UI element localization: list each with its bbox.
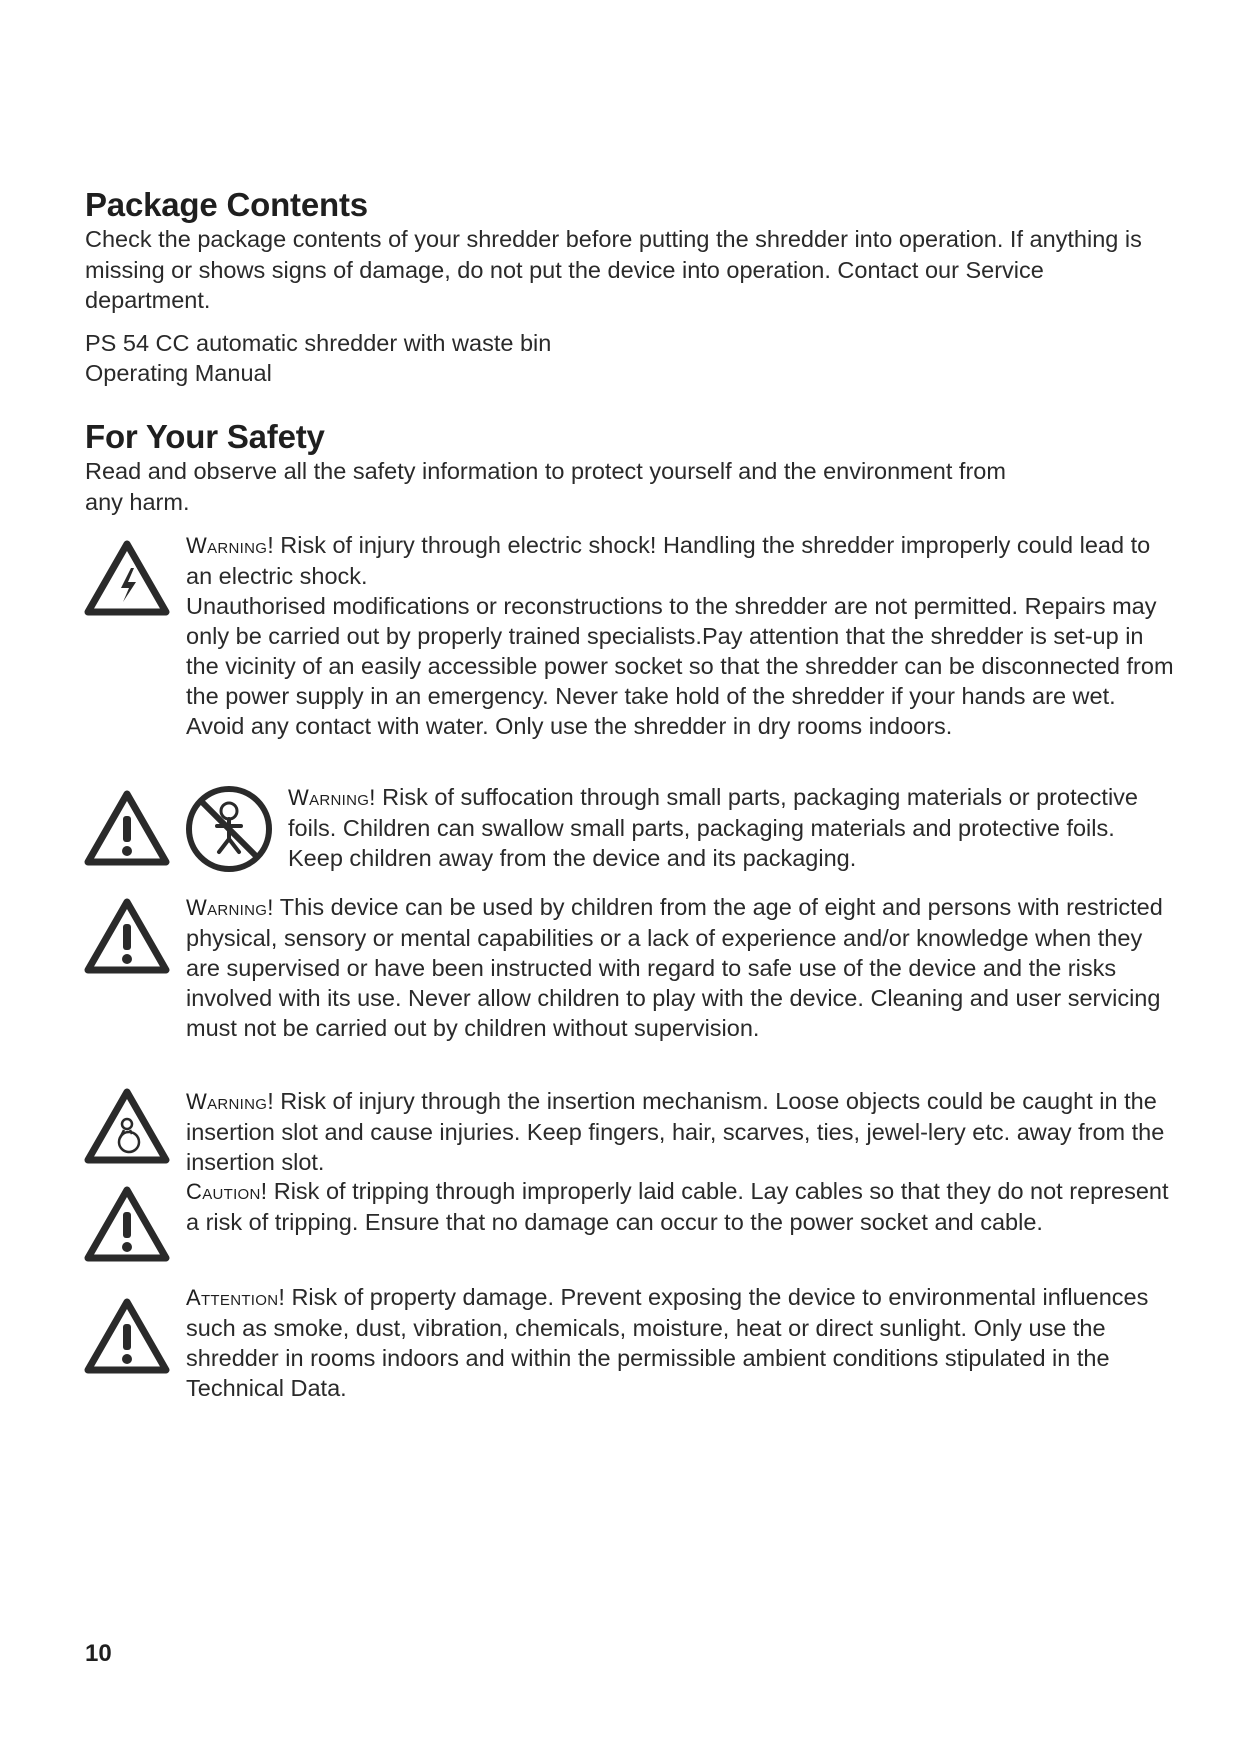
notice-separator: ! bbox=[260, 1178, 274, 1204]
notice-label: Warning! bbox=[288, 785, 376, 810]
entanglement-warning-icon bbox=[84, 1088, 170, 1164]
safety-notice bbox=[186, 1176, 1176, 1237]
notice-separator: ! bbox=[267, 1088, 281, 1114]
safety-notice bbox=[186, 530, 1176, 741]
electric-shock-warning-icon bbox=[84, 540, 170, 616]
notice-text: Risk of injury through the insertion mechanism. Loose objects could be caught in the insertion slot and cause injuries. Keep fingers, hair, scarves, ties, jewel-lery etc. away from the insertion slot. bbox=[186, 1088, 1165, 1175]
page-number: 10 bbox=[85, 1640, 112, 1667]
safety-notice bbox=[186, 1086, 1176, 1177]
safety-heading: For Your Safety bbox=[85, 418, 325, 455]
notice-label: Warning bbox=[186, 1089, 268, 1114]
notice-separator: ! bbox=[267, 532, 281, 558]
notice-text: This device can be used by children from the age of eight and persons with restricted physical, sensory or mental capabilities or a lack of experience and/or knowledge when they are supervised or have been instructed with regard to safe use of the device and the risks involved with its use. Never allow children to play with the device. Cleaning and user servicing must not be carried out by children without supervision. bbox=[186, 894, 1163, 1041]
package-contents-intro: Check the package contents of your shredder before putting the shredder into operation. If anything is missing or shows signs of damage, do not put the device into operation. Contact our Service department. bbox=[85, 226, 1142, 313]
general-warning-icon bbox=[84, 1186, 170, 1262]
notice-label: Attention bbox=[186, 1285, 279, 1310]
notice-text: Risk of suffocation through small parts, packaging materials or protective foils. Children can swallow small parts, packaging materials and protective foils. Keep children away from the device and its packaging. bbox=[288, 784, 1139, 871]
notice-label: Warning! bbox=[186, 895, 274, 920]
general-warning-icon bbox=[84, 898, 170, 974]
safety-notice bbox=[186, 892, 1176, 1043]
notice-label: Caution bbox=[186, 1179, 261, 1204]
safety-notice bbox=[288, 782, 1148, 873]
no-small-children-icon bbox=[184, 784, 274, 874]
general-warning-icon bbox=[84, 790, 170, 866]
package-item: PS 54 CC automatic shredder with waste bin bbox=[85, 330, 552, 356]
notice-separator: ! bbox=[278, 1284, 292, 1310]
notice-text: Risk of tripping through improperly laid cable. Lay cables so that they do not represent a risk of tripping. Ensure that no damage can occur to the power socket and cable. bbox=[186, 1178, 1169, 1235]
safety-notice bbox=[186, 1282, 1176, 1403]
package-contents-heading: Package Contents bbox=[85, 186, 368, 223]
general-warning-icon bbox=[84, 1298, 170, 1374]
notice-text-extra: Unauthorised modifications or reconstructions to the shredder are not permitted. Repairs may only be carried out by properly trained specialists.Pay attention that the shredder is set-up in the vicinity of an easily accessible power socket so that the shredder can be disconnected from the power supply in an emergency. Never take hold of the shredder if your hands are wet. Avoid any contact with water. Only use the shredder in dry rooms indoors. bbox=[186, 593, 1174, 739]
package-item: Operating Manual bbox=[85, 360, 272, 386]
notice-label: Warning bbox=[186, 533, 268, 558]
notice-text: Risk of injury through electric shock! Handling the shredder improperly could lead to an electric shock. bbox=[186, 532, 1151, 589]
safety-intro: Read and observe all the safety information to protect yourself and the environment from any harm. bbox=[85, 458, 1006, 515]
notice-text: Risk of property damage. Prevent exposing the device to environmental influences such as smoke, dust, vibration, chemicals, moisture, heat or direct sunlight. Only use the shredder in rooms indoors and within the permissible ambient conditions stipulated in the Technical Data. bbox=[186, 1284, 1149, 1401]
